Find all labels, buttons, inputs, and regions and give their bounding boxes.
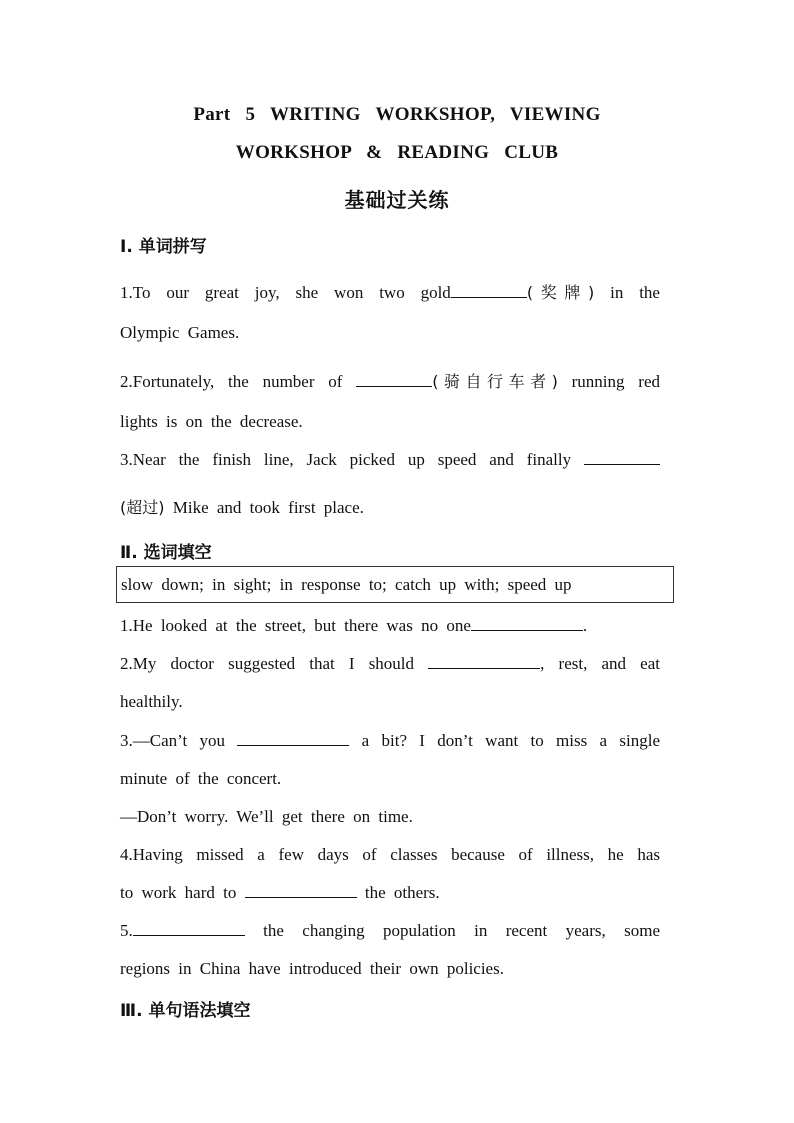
s1-q3-blank[interactable] xyxy=(584,450,660,465)
s2-question-3-line-1 xyxy=(120,731,660,751)
s2-q4-text-end: the others. xyxy=(356,883,440,902)
s2-q1-text-end: . xyxy=(582,616,588,635)
s2-question-5-line-2: regions in China have introduced their own policies. xyxy=(120,959,504,978)
s1-q2-text: 2.Fortunately, the number of xyxy=(120,372,357,391)
s2-q2-text: 2.My doctor suggested that I should xyxy=(120,654,429,673)
s2-q2-text-end: , rest, and eat xyxy=(540,654,660,673)
s2-q2-blank[interactable] xyxy=(428,654,540,669)
title-line-1: Part 5 WRITING WORKSHOP, VIEWING xyxy=(193,104,601,125)
s1-question-2-line-2: lights is on the decrease. xyxy=(120,412,303,431)
s2-q4-blank[interactable] xyxy=(245,883,357,898)
s2-q5-text: the changing population in recent years, some xyxy=(244,921,660,940)
s2-question-4-line-2 xyxy=(120,883,660,903)
s2-q3-blank[interactable] xyxy=(237,731,349,746)
s1-question-1-line-1 xyxy=(120,280,660,303)
s1-q2-hint: (骑自行车者) xyxy=(432,372,558,391)
s1-q1-blank[interactable] xyxy=(451,283,527,298)
s2-q5-number: 5. xyxy=(120,921,133,940)
s2-question-2-line-2: healthily. xyxy=(120,692,183,711)
s2-q3-text-end: a bit? I don’t want to miss a single xyxy=(349,731,661,750)
subtitle: 基础过关练 xyxy=(344,188,450,212)
s2-question-4-line-1: 4.Having missed a few days of classes because of illness, he has xyxy=(120,845,660,864)
s1-question-1-line-2: Olympic Games. xyxy=(120,323,240,342)
s2-q1-text: 1.He looked at the street, but there was no one xyxy=(120,616,471,635)
s2-question-3-line-3: —Don’t worry. We’ll get there on time. xyxy=(120,807,413,826)
title-line-2: WORKSHOP & READING CLUB xyxy=(235,142,559,163)
s2-q3-text: 3.—Can’t you xyxy=(120,731,238,750)
s2-question-2-line-1 xyxy=(120,654,660,674)
s1-question-3-line-2 xyxy=(120,495,660,518)
s1-q3-text-end: Mike and took first place. xyxy=(164,498,364,517)
s1-q3-text: 3.Near the finish line, Jack picked up speed and finally xyxy=(120,450,584,469)
s2-question-5-line-1 xyxy=(120,921,660,941)
section-1-heading: Ⅰ. 单词拼写 xyxy=(120,237,207,257)
s1-question-2-line-1 xyxy=(120,369,660,392)
s2-question-1 xyxy=(120,616,660,636)
s1-q2-blank[interactable] xyxy=(356,372,432,387)
s1-q1-hint: (奖牌) xyxy=(526,283,595,302)
s1-q1-text-end: in the xyxy=(594,283,660,302)
s1-q2-text-end: running red xyxy=(557,372,660,391)
s2-q5-blank[interactable] xyxy=(133,921,245,936)
section-2-heading: Ⅱ. 选词填空 xyxy=(120,543,212,563)
s1-q1-text: 1.To our great joy, she won two gold xyxy=(120,283,451,302)
section-3-heading: Ⅲ. 单句语法填空 xyxy=(120,1001,251,1021)
s2-q4-text: to work hard to xyxy=(120,883,245,902)
word-bank-box: slow down; in sight; in response to; catch up with; speed up xyxy=(116,566,674,603)
s2-q1-blank[interactable] xyxy=(471,616,583,631)
s1-q3-hint: (超过) xyxy=(120,498,165,517)
s1-question-3-line-1 xyxy=(120,450,660,470)
s2-question-3-line-2: minute of the concert. xyxy=(120,769,282,788)
